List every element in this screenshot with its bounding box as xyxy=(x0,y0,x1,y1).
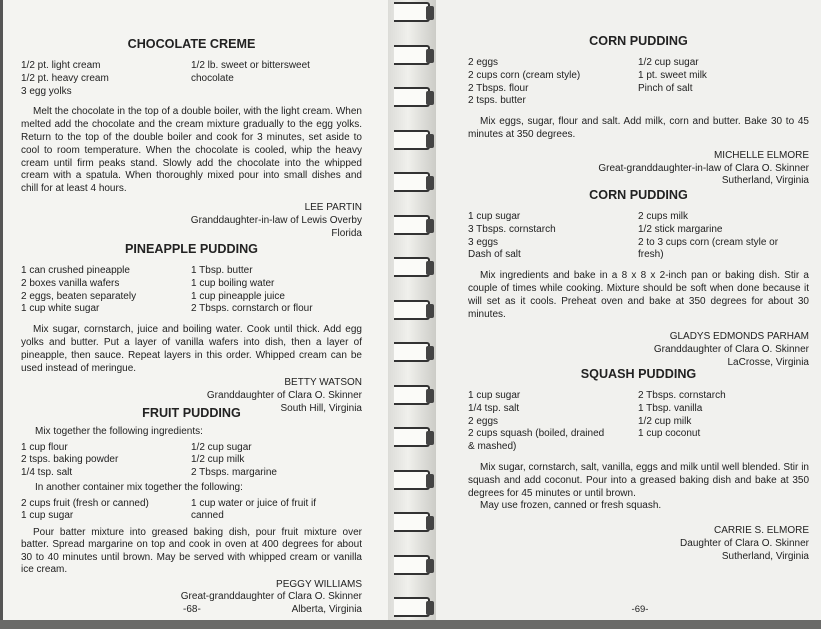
page-number: -68- xyxy=(183,603,201,615)
contributor-name: CARRIE S. ELMORE xyxy=(713,525,809,537)
recipe-title: PINEAPPLE PUDDING xyxy=(125,242,258,256)
contributor-block xyxy=(468,525,809,563)
contributor-relation: Daughter of Clara O. Skinner xyxy=(680,537,809,549)
binding-ring xyxy=(394,342,430,362)
right-page xyxy=(436,0,821,629)
recipe-pineapple-pudding xyxy=(21,242,362,416)
contributor-location: LaCrosse, Virginia xyxy=(727,356,809,368)
ingredients-right: 1 Tbsp. butter 1 cup boiling water 1 cup pineapple juice 2 Tbsps. cornstarch or flour xyxy=(191,265,313,315)
ingredients-right: 1/2 cup sugar 1/2 cup milk 2 Tbsps. margarine xyxy=(191,441,277,478)
ingredients xyxy=(21,60,362,98)
ingredients xyxy=(468,57,809,108)
directions: Mix sugar, cornstarch, juice and boiling water. Cook until thick. Add egg yolks and butter. Put a layer of vanilla wafers into dish, then a layer of pineapple, then sauce. Repeat layers in this order. Whipped cream can be used instead of meringue. xyxy=(21,324,362,374)
recipe-fruit-pudding xyxy=(21,406,362,616)
contributor-location: Florida xyxy=(331,227,362,239)
contributor-location: Sutherland, Virginia xyxy=(721,550,809,562)
contributor-location: South Hill, Virginia xyxy=(280,402,362,414)
contributor-name: GLADYS EDMONDS PARHAM xyxy=(669,331,809,343)
binding-ring xyxy=(394,215,430,235)
contributor-location: Sutherland, Virginia xyxy=(721,175,809,187)
ingredients-right: 2 cups milk 1/2 stick margarine 2 to 3 cups corn (cream style or fresh) xyxy=(638,211,779,261)
intro-text: In another container mix together the following: xyxy=(35,482,243,493)
contributor-block xyxy=(21,202,362,240)
contributor-relation: Granddaughter of Clara O. Skinner xyxy=(653,344,809,356)
directions: Mix eggs, sugar, flour and salt. Add milk, corn and butter. Bake 30 to 45 minutes at 350 degrees. xyxy=(468,116,809,140)
contributor-block xyxy=(21,579,362,617)
ingredients-left: 1 cup sugar 1/4 tsp. salt 2 eggs 2 cups squash (boiled, drained & mashed) xyxy=(468,390,605,453)
recipe-title: FRUIT PUDDING xyxy=(142,406,241,420)
contributor-relation: Granddaughter-in-law of Lewis Overby xyxy=(190,214,362,226)
binding-ring xyxy=(394,172,430,192)
contributor-relation: Granddaughter of Clara O. Skinner xyxy=(206,390,362,402)
binding-ring xyxy=(394,597,430,617)
ingredients xyxy=(21,265,362,316)
location-row xyxy=(21,604,362,617)
ingredients xyxy=(21,498,362,523)
recipe-title: SQUASH PUDDING xyxy=(580,367,697,381)
ingredients-right: 1 cup water or juice of fruit if canned xyxy=(191,497,317,521)
binding-ring xyxy=(394,470,430,490)
contributor-location: Alberta, Virginia xyxy=(291,603,362,615)
page-number: -69- xyxy=(631,604,649,615)
contributor-relation: Great-granddaughter-in-law of Clara O. Skinner xyxy=(598,162,809,174)
ingredients-left: 1 can crushed pineapple 2 boxes vanilla wafers 2 eggs, beaten separately 1 cup white sugar xyxy=(21,265,137,315)
binding-ring xyxy=(394,385,430,405)
spiral-binding xyxy=(388,0,438,620)
contributor-block xyxy=(468,331,809,369)
binding-ring xyxy=(394,130,430,150)
recipe-title: CORN PUDDING xyxy=(589,34,688,48)
note-text: May use frozen, canned or fresh squash. xyxy=(480,500,662,512)
ingredients-left: 1 cup flour 2 tsps. baking powder 1/4 tsp. salt xyxy=(21,441,119,478)
recipe-corn-pudding-2 xyxy=(468,188,809,370)
left-page xyxy=(0,0,392,629)
contributor-relation: Great-granddaughter of Clara O. Skinner xyxy=(180,591,362,602)
ingredients xyxy=(468,390,809,454)
recipe-chocolate-creme xyxy=(21,37,362,240)
binding-ring xyxy=(394,45,430,65)
binding-ring xyxy=(394,2,430,22)
binding-ring xyxy=(394,257,430,277)
directions: Mix sugar, cornstarch, salt, vanilla, eggs and milk until well blended. Stir in squash and add coconut. Pour into a greased baking dish and bake at 350 degrees for 45 minutes or until brown. xyxy=(468,461,809,499)
directions: Mix ingredients and bake in a 8 x 8 x 2-inch pan or baking dish. Stir a couple of times while cooking. Mixture should be soft when done because it will set as it cools. Preheat oven and bake at 350 degrees for about 30 minutes. xyxy=(468,270,809,320)
ingredients-right: 2 Tbsps. cornstarch 1 Tbsp. vanilla 1/2 cup milk 1 cup coconut xyxy=(638,390,726,440)
contributor-block xyxy=(468,150,809,188)
contributor-name: MICHELLE ELMORE xyxy=(713,149,809,161)
ingredients-left: 2 eggs 2 cups corn (cream style) 2 Tbsps. flour 2 tsps. butter xyxy=(468,57,581,107)
contributor-name: LEE PARTIN xyxy=(304,201,362,213)
binding-ring xyxy=(394,555,430,575)
contributor-name: PEGGY WILLIAMS xyxy=(276,578,362,590)
ingredients-left: 2 cups fruit (fresh or canned) 1 cup sugar xyxy=(21,497,149,521)
ingredients-left: 1/2 pt. light cream 1/2 pt. heavy cream 3 egg yolks xyxy=(21,60,109,97)
ingredients-right: 1/2 lb. sweet or bittersweet chocolate xyxy=(191,60,310,84)
ingredients xyxy=(468,211,809,262)
binding-ring xyxy=(394,512,430,532)
contributor-name: BETTY WATSON xyxy=(284,377,362,389)
recipe-title: CHOCOLATE CREME xyxy=(127,37,256,51)
directions: Melt the chocolate in the top of a double boiler, with the light cream. When melted add the chocolate and the cream mixture gradually to the egg yolks. Return to the top of the double boiler and cook for 3 minutes, set aside to cool to room temperature. When the chocolate is cooled, whip the heavy cream until firm peaks stand. Slowly add the chocolate into the whipped cream with a spatula. When thoroughly mixed pour into small dishes and chill for at least 4 hours. xyxy=(21,106,362,195)
recipe-corn-pudding-1 xyxy=(468,34,809,188)
intro-text: Mix together the following ingredients: xyxy=(35,426,203,437)
ingredients-right: 1/2 cup sugar 1 pt. sweet milk Pinch of salt xyxy=(638,57,707,94)
binding-ring xyxy=(394,87,430,107)
binding-ring xyxy=(394,300,430,320)
scanner-edge xyxy=(0,620,821,629)
ingredients xyxy=(21,442,362,480)
ingredients-left: 1 cup sugar 3 Tbsps. cornstarch 3 eggs Dash of salt xyxy=(468,211,556,261)
binding-ring xyxy=(394,427,430,447)
recipe-squash-pudding xyxy=(468,367,809,564)
directions: Pour batter mixture into greased baking dish, pour fruit mixture over batter. Spread margarine on top and cook in oven at 400 degrees for about 30 to 40 minutes until brown. May be served with whipped cream or vanilla ice cream. xyxy=(21,526,362,575)
recipe-title: CORN PUDDING xyxy=(589,188,688,202)
